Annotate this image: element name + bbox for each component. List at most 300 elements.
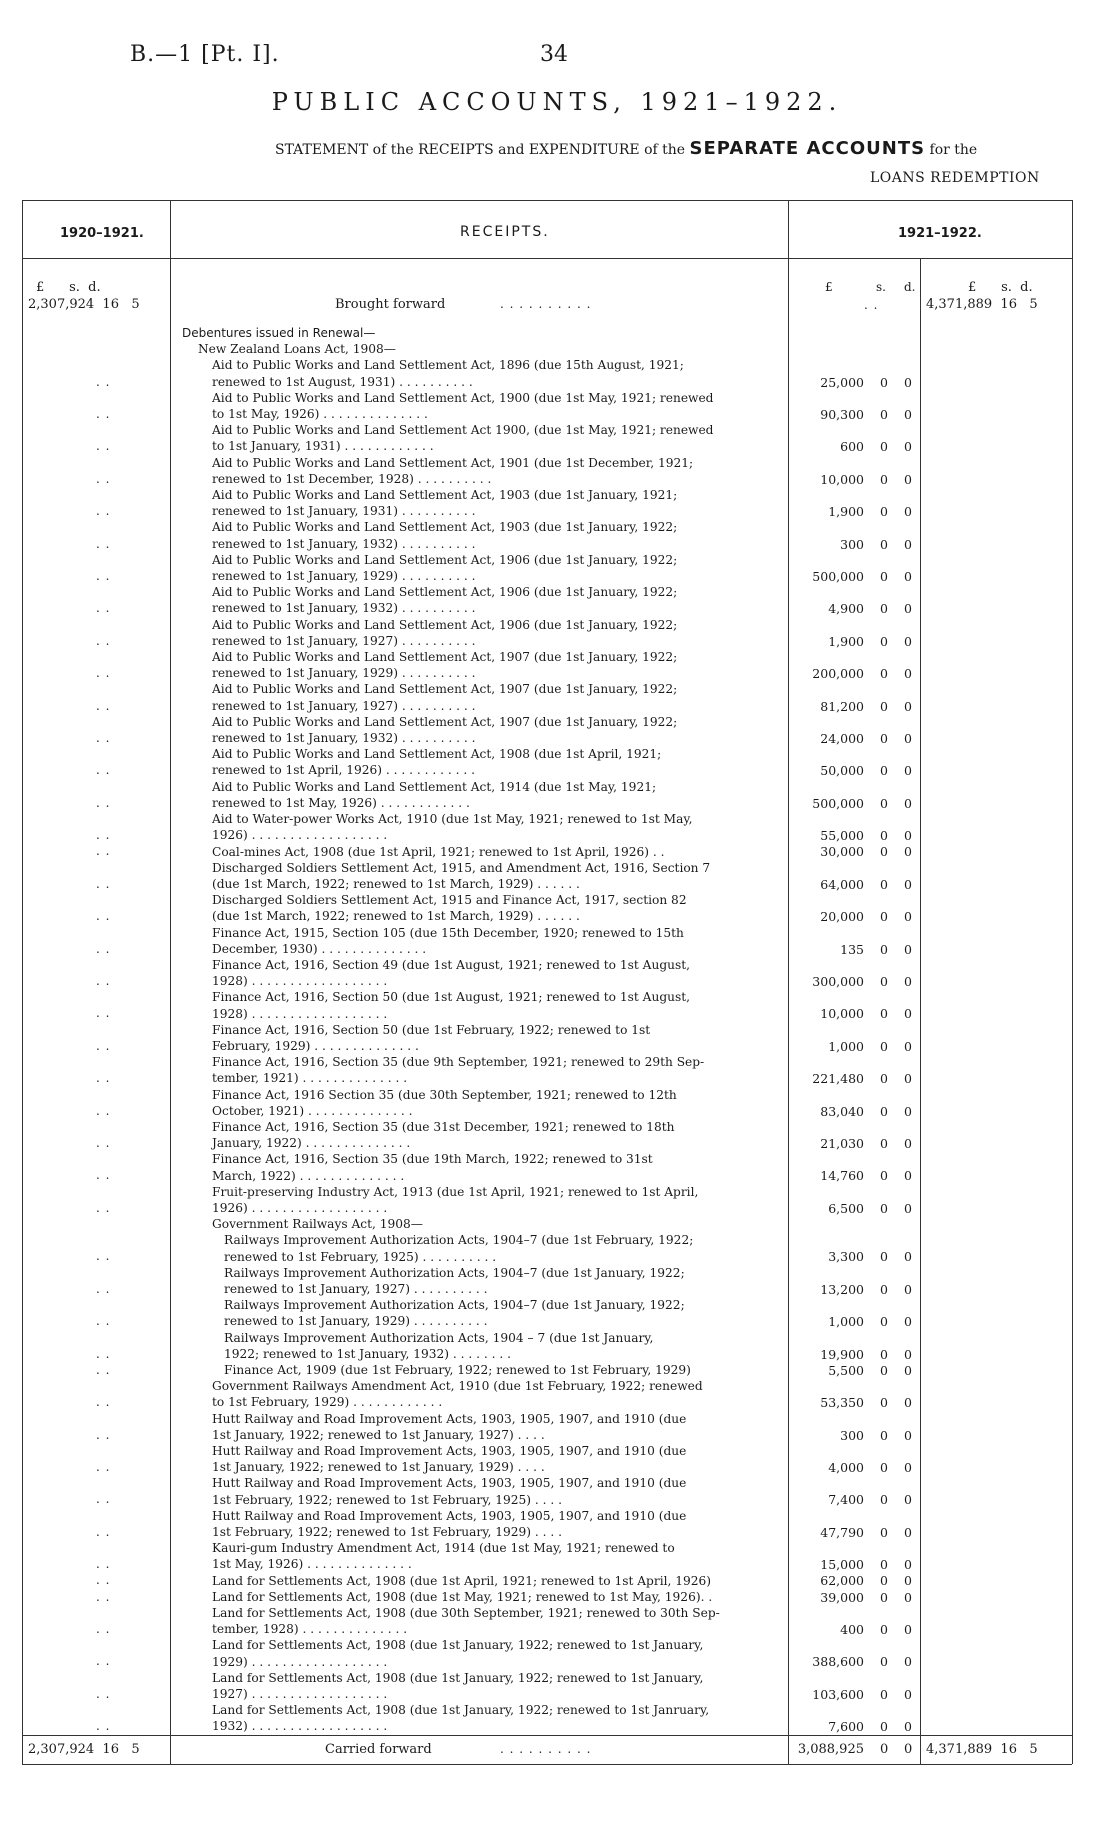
receipt-pence: 0	[904, 1524, 912, 1540]
receipts-entries	[182, 325, 778, 1735]
receipt-shillings: 0	[880, 1168, 888, 1184]
receipt-amount: 20,000	[820, 909, 864, 925]
receipt-amount: 7,400	[828, 1492, 864, 1508]
receipt-shillings: 0	[880, 1281, 888, 1297]
entry-line: Finance Act, 1915, Section 105 (due 15th December, 1920; renewed to 15th	[212, 925, 684, 940]
document-reference: B.—1 [Pt. I].	[130, 42, 280, 67]
receipt-amount: 1,900	[828, 633, 864, 649]
left-placeholder: . .	[96, 698, 111, 713]
receipt-pence: 0	[904, 504, 912, 520]
receipt-pence: 0	[904, 407, 912, 422]
entry-line: renewed to 1st January, 1927) . . . . . . . . . .	[212, 633, 476, 648]
mid-carried-forward-s: 0	[880, 1742, 889, 1757]
receipt-pence: 0	[904, 1346, 912, 1362]
carried-forward-label: Carried forward	[325, 1742, 432, 1757]
receipt-shillings: 0	[880, 1006, 888, 1022]
receipt-pence: 0	[904, 1573, 912, 1589]
receipt-amount: 14,760	[820, 1168, 864, 1184]
receipt-amount: 15,000	[820, 1557, 864, 1573]
mid-units-pound: £	[825, 280, 833, 294]
entry-line: Land for Settlements Act, 1908 (due 1st January, 1922; renewed to 1st January,	[212, 1638, 704, 1653]
receipt-pence: 0	[904, 1136, 912, 1151]
left-placeholder: . .	[96, 731, 111, 745]
entry-line: renewed to 1st January, 1929) . . . . . . . . . .	[224, 1314, 488, 1329]
receipt-shillings: 0	[880, 1136, 888, 1151]
receipt-shillings: 0	[880, 731, 888, 746]
receipt-shillings: 0	[880, 536, 888, 552]
entry-line: Fruit-preserving Industry Act, 1913 (due 1st April, 1921; renewed to 1st April,	[212, 1184, 699, 1199]
entry-line: Aid to Public Works and Land Settlement Act, 1906 (due 1st January, 1922;	[212, 617, 678, 632]
receipt-pence: 0	[904, 828, 912, 844]
receipt-amount: 25,000	[820, 374, 864, 390]
receipt-pence: 0	[904, 795, 912, 811]
receipt-amount: 135	[840, 941, 864, 957]
left-placeholder: . .	[96, 666, 111, 681]
receipt-shillings: 0	[880, 601, 888, 617]
totals-top-rule	[22, 1735, 1072, 1736]
entry-line: Finance Act, 1916, Section 49 (due 1st August, 1921; renewed to 1st August,	[212, 957, 691, 972]
receipt-shillings: 0	[880, 666, 888, 682]
entry-line: March, 1922) . . . . . . . . . . . . . .	[212, 1168, 405, 1183]
entry-line: October, 1921) . . . . . . . . . . . . . .	[212, 1103, 413, 1118]
left-placeholder: . .	[96, 1038, 111, 1053]
left-placeholder: . .	[96, 1622, 111, 1636]
table-top-rule	[22, 200, 1072, 201]
left-placeholder: . .	[96, 1136, 111, 1150]
entry-line: Debentures issued in Renewal—	[182, 326, 376, 340]
carried-forward-leader: . . . . . . . . . .	[500, 1742, 592, 1756]
left-units: £ s. d.	[36, 280, 101, 295]
left-year-heading: 1920–1921.	[60, 226, 144, 241]
entry-line: renewed to 1st December, 1928) . . . . . . . . . .	[212, 471, 492, 486]
receipt-amount: 55,000	[820, 828, 864, 844]
left-placeholder: . .	[96, 407, 111, 421]
entry-line: 1928) . . . . . . . . . . . . . . . . . .	[212, 974, 388, 989]
entry-line: renewed to 1st January, 1929) . . . . . . . . . .	[212, 569, 476, 584]
entry-line: Hutt Railway and Road Improvement Acts, 1903, 1905, 1907, and 1910 (due	[212, 1411, 687, 1426]
entry-line: Finance Act, 1916 Section 35 (due 30th September, 1921; renewed to 12th	[212, 1087, 677, 1102]
entry-line: 1926) . . . . . . . . . . . . . . . . . .	[212, 1200, 388, 1215]
entry-line: Discharged Soldiers Settlement Act, 1915, and Amendment Act, 1916, Section 7	[212, 860, 711, 875]
entry-line: Aid to Public Works and Land Settlement Act, 1896 (due 15th August, 1921;	[212, 358, 684, 373]
receipt-pence: 0	[904, 1362, 912, 1378]
receipt-pence: 0	[904, 1557, 912, 1573]
receipt-pence: 0	[904, 1622, 912, 1637]
left-placeholder: . .	[96, 471, 111, 486]
left-placeholder: . .	[96, 844, 111, 859]
receipt-amount: 13,200	[820, 1281, 864, 1297]
left-placeholder: . .	[96, 1103, 111, 1118]
receipt-pence: 0	[904, 731, 912, 746]
mid-carried-forward-d: 0	[904, 1742, 913, 1757]
subtitle-bold: SEPARATE ACCOUNTS	[689, 138, 926, 159]
receipt-shillings: 0	[880, 1622, 888, 1637]
entry-line: renewed to 1st January, 1927) . . . . . . . . . .	[212, 698, 476, 713]
receipt-shillings: 0	[880, 698, 888, 714]
receipt-shillings: 0	[880, 1200, 888, 1216]
receipt-amount: 10,000	[820, 471, 864, 487]
entry-line: Finance Act, 1916, Section 35 (due 9th September, 1921; renewed to 29th Sep-	[212, 1055, 705, 1070]
entry-line: 1st February, 1922; renewed to 1st February, 1925) . . . .	[212, 1492, 563, 1507]
left-carried-forward-amount: 2,307,924 16 5	[28, 1742, 140, 1757]
entry-line: Hutt Railway and Road Improvement Acts, 1903, 1905, 1907, and 1910 (due	[212, 1444, 687, 1459]
entry-line: Finance Act, 1909 (due 1st February, 1922; renewed to 1st February, 1929)	[224, 1363, 691, 1377]
entry-line: Land for Settlements Act, 1908 (due 1st January, 1922; renewed to 1st Janruary,	[212, 1703, 710, 1718]
entry-line: Government Railways Act, 1908—	[212, 1217, 423, 1232]
receipt-shillings: 0	[880, 1654, 888, 1670]
left-placeholder: . .	[96, 1589, 111, 1604]
entry-line: Aid to Public Works and Land Settlement Act, 1907 (due 1st January, 1922;	[212, 714, 678, 729]
entry-line: Finance Act, 1916, Section 35 (due 31st December, 1921; renewed to 18th	[212, 1119, 675, 1134]
table-right-rule	[1072, 200, 1073, 1764]
receipt-amount: 1,000	[828, 1038, 864, 1054]
receipt-amount: 400	[840, 1622, 864, 1637]
receipt-pence: 0	[904, 909, 912, 925]
entry-line: (due 1st March, 1922; renewed to 1st March, 1929) . . . . . .	[212, 909, 580, 924]
receipt-shillings: 0	[880, 1589, 888, 1605]
left-placeholder: . .	[96, 763, 111, 778]
page-title: PUBLIC ACCOUNTS, 1921–1922.	[271, 88, 843, 116]
receipt-shillings: 0	[880, 1038, 888, 1054]
entry-line: Finance Act, 1916, Section 50 (due 1st August, 1921; renewed to 1st August,	[212, 990, 691, 1005]
receipt-amount: 53,350	[820, 1395, 864, 1411]
left-placeholder: . .	[96, 1362, 111, 1377]
receipt-pence: 0	[904, 876, 912, 892]
entry-line: Government Railways Amendment Act, 1910 (due 1st February, 1922; renewed	[212, 1379, 703, 1394]
left-placeholder: . .	[96, 795, 111, 810]
entry-line: Aid to Public Works and Land Settlement Act, 1903 (due 1st January, 1921;	[212, 488, 678, 503]
left-placeholder: . .	[96, 1573, 111, 1588]
entry-line: 1st February, 1922; renewed to 1st February, 1929) . . . .	[212, 1525, 563, 1540]
left-placeholder: . .	[96, 504, 111, 519]
entry-line: to 1st January, 1931) . . . . . . . . . . . .	[212, 439, 434, 454]
right-brought-forward-amount: 4,371,889 16 5	[926, 297, 1038, 312]
receipt-shillings: 0	[880, 1524, 888, 1540]
entry-line: tember, 1928) . . . . . . . . . . . . . .	[212, 1622, 408, 1637]
receipt-pence: 0	[904, 1314, 912, 1330]
entry-line: Aid to Public Works and Land Settlement Act 1900, (due 1st May, 1921; renewed	[212, 423, 714, 438]
receipt-shillings: 0	[880, 795, 888, 811]
entry-line: Hutt Railway and Road Improvement Acts, 1903, 1905, 1907, and 1910 (due	[212, 1508, 687, 1523]
left-placeholder: . .	[96, 439, 111, 454]
entry-line: renewed to 1st February, 1925) . . . . . . . . . .	[224, 1249, 497, 1264]
receipt-amount: 21,030	[820, 1136, 864, 1151]
mid-carried-forward-amount: 3,088,925	[797, 1742, 864, 1757]
receipt-shillings: 0	[880, 1314, 888, 1330]
receipt-shillings: 0	[880, 828, 888, 844]
receipt-amount: 600	[840, 439, 864, 455]
receipt-pence: 0	[904, 439, 912, 455]
receipt-pence: 0	[904, 1460, 912, 1475]
entry-line: Aid to Public Works and Land Settlement Act, 1907 (due 1st January, 1922;	[212, 682, 678, 697]
left-placeholder: . .	[96, 569, 111, 583]
receipt-amount: 83,040	[820, 1103, 864, 1119]
left-placeholder: . .	[96, 1006, 111, 1021]
receipt-amount: 64,000	[820, 876, 864, 892]
receipt-amount: 39,000	[820, 1589, 864, 1605]
receipt-shillings: 0	[880, 1346, 888, 1362]
entry-line: renewed to 1st January, 1927) . . . . . . . . . .	[224, 1281, 488, 1296]
receipt-pence: 0	[904, 1492, 912, 1508]
left-placeholder: . .	[96, 1719, 111, 1734]
receipt-shillings: 0	[880, 763, 888, 779]
entry-line: December, 1930) . . . . . . . . . . . . . .	[212, 941, 427, 956]
entry-line: Aid to Water-power Works Act, 1910 (due 1st May, 1921; renewed to 1st May,	[212, 812, 693, 827]
left-placeholder: . .	[96, 1686, 111, 1701]
right-year-heading: 1921–1922.	[898, 226, 982, 241]
receipt-pence: 0	[904, 569, 912, 584]
mid-brought-forward-amount: . .	[864, 298, 879, 312]
entry-line: renewed to 1st April, 1926) . . . . . . . . . . . .	[212, 763, 476, 778]
left-placeholder: . .	[96, 1314, 111, 1329]
receipt-pence: 0	[904, 1589, 912, 1605]
left-placeholder: . .	[96, 1460, 111, 1474]
left-placeholder: . .	[96, 374, 111, 389]
receipt-shillings: 0	[880, 876, 888, 892]
receipt-amount: 4,900	[828, 601, 864, 617]
receipt-shillings: 0	[880, 1249, 888, 1265]
left-placeholder: . .	[96, 828, 111, 843]
receipt-shillings: 0	[880, 909, 888, 925]
left-placeholder: . .	[96, 1492, 111, 1507]
mid-units-s: s.	[876, 280, 886, 294]
entry-line: Aid to Public Works and Land Settlement Act, 1900 (due 1st May, 1921; renewed	[212, 390, 714, 405]
left-placeholder: . .	[96, 1395, 111, 1410]
receipt-shillings: 0	[880, 1460, 888, 1475]
left-placeholder: . .	[96, 1071, 111, 1086]
receipt-shillings: 0	[880, 633, 888, 649]
receipt-shillings: 0	[880, 974, 888, 989]
subtitle-pre: STATEMENT of the RECEIPTS and EXPENDITURE of the	[275, 142, 686, 158]
entry-line: 1929) . . . . . . . . . . . . . . . . . .	[212, 1654, 388, 1669]
receipt-pence: 0	[904, 471, 912, 487]
receipt-amount: 62,000	[820, 1573, 864, 1589]
receipt-amount: 50,000	[820, 763, 864, 779]
entry-line: February, 1929) . . . . . . . . . . . . . .	[212, 1038, 419, 1053]
receipt-amount: 103,600	[812, 1686, 864, 1702]
entry-line: Railways Improvement Authorization Acts, 1904–7 (due 1st January, 1922;	[224, 1298, 685, 1313]
receipt-shillings: 0	[880, 1427, 888, 1443]
left-column-rule	[170, 200, 171, 1764]
entry-line: 1st May, 1926) . . . . . . . . . . . . . .	[212, 1557, 412, 1572]
receipt-amount: 30,000	[820, 844, 864, 860]
right-carried-forward-amount: 4,371,889 16 5	[926, 1742, 1038, 1757]
entry-line: to 1st February, 1929) . . . . . . . . . . . .	[212, 1395, 443, 1410]
entry-line: Aid to Public Works and Land Settlement Act, 1906 (due 1st January, 1922;	[212, 552, 678, 567]
receipt-amount: 10,000	[820, 1006, 864, 1022]
receipt-shillings: 0	[880, 941, 888, 957]
right-units: £ s. d.	[968, 280, 1033, 295]
left-placeholder: . .	[96, 1427, 111, 1442]
entry-line: Aid to Public Works and Land Settlement Act, 1907 (due 1st January, 1922;	[212, 650, 678, 665]
entry-line: renewed to 1st May, 1926) . . . . . . . . . . . .	[212, 795, 470, 810]
mid-units-d: d.	[904, 280, 916, 294]
receipt-amount: 300,000	[812, 974, 864, 989]
receipt-amount: 200,000	[812, 666, 864, 682]
entry-line: Finance Act, 1916, Section 50 (due 1st February, 1922; renewed to 1st	[212, 1022, 651, 1037]
entry-line: Land for Settlements Act, 1908 (due 1st May, 1921; renewed to 1st May, 1926). .	[212, 1589, 713, 1604]
receipt-pence: 0	[904, 1427, 912, 1443]
receipt-pence: 0	[904, 974, 912, 989]
left-placeholder: . .	[96, 1557, 111, 1572]
receipt-shillings: 0	[880, 471, 888, 487]
receipt-amount: 24,000	[820, 731, 864, 746]
receipt-pence: 0	[904, 1719, 912, 1735]
receipt-shillings: 0	[880, 1573, 888, 1589]
receipt-pence: 0	[904, 374, 912, 390]
receipt-shillings: 0	[880, 374, 888, 390]
left-placeholder: . .	[96, 1524, 111, 1539]
entry-line: to 1st May, 1926) . . . . . . . . . . . . . .	[212, 407, 428, 422]
receipt-pence: 0	[904, 1038, 912, 1054]
receipt-amount: 221,480	[812, 1071, 864, 1087]
entry-line: Railways Improvement Authorization Acts, 1904 – 7 (due 1st January,	[224, 1330, 654, 1345]
table-left-rule	[22, 200, 23, 1764]
entry-line: 1927) . . . . . . . . . . . . . . . . . .	[212, 1687, 388, 1702]
entry-line: renewed to 1st January, 1932) . . . . . . . . . .	[212, 601, 476, 616]
entry-line: Aid to Public Works and Land Settlement Act, 1914 (due 1st May, 1921;	[212, 779, 657, 794]
left-placeholder: . .	[96, 1346, 111, 1361]
receipt-amount: 5,500	[828, 1362, 864, 1378]
receipt-shillings: 0	[880, 1071, 888, 1087]
left-placeholder: . .	[96, 876, 111, 891]
receipt-pence: 0	[904, 1654, 912, 1670]
statement-subtitle	[275, 138, 977, 159]
receipt-shillings: 0	[880, 439, 888, 455]
entry-line: Aid to Public Works and Land Settlement Act, 1901 (due 1st December, 1921;	[212, 455, 694, 470]
receipt-pence: 0	[904, 666, 912, 682]
left-placeholder: . .	[96, 1249, 111, 1264]
header-bottom-rule	[22, 258, 1072, 259]
receipt-pence: 0	[904, 698, 912, 714]
entry-line: Land for Settlements Act, 1908 (due 30th September, 1921; renewed to 30th Sep-	[212, 1606, 720, 1621]
entry-line: renewed to 1st January, 1932) . . . . . . . . . .	[212, 731, 476, 746]
receipt-pence: 0	[904, 844, 912, 860]
receipt-pence: 0	[904, 1249, 912, 1265]
entry-line: (due 1st March, 1922; renewed to 1st March, 1929) . . . . . .	[212, 876, 580, 891]
receipt-amount: 3,300	[828, 1249, 864, 1265]
receipt-shillings: 0	[880, 1492, 888, 1508]
receipt-pence: 0	[904, 1281, 912, 1297]
receipt-pence: 0	[904, 1103, 912, 1119]
entry-line: tember, 1921) . . . . . . . . . . . . . .	[212, 1071, 408, 1086]
page-number: 34	[540, 42, 568, 67]
receipt-amount: 47,790	[820, 1524, 864, 1540]
entry-line: Railways Improvement Authorization Acts, 1904–7 (due 1st February, 1922;	[224, 1233, 694, 1248]
statement-subtitle-line2: LOANS REDEMPTION	[870, 170, 1040, 186]
receipt-amount: 300	[840, 536, 864, 552]
receipt-shillings: 0	[880, 1395, 888, 1411]
left-placeholder: . .	[96, 974, 111, 988]
receipt-amount: 388,600	[812, 1654, 864, 1670]
entry-line: Aid to Public Works and Land Settlement Act, 1903 (due 1st January, 1922;	[212, 520, 678, 535]
receipt-pence: 0	[904, 1686, 912, 1702]
receipt-amount: 1,000	[828, 1314, 864, 1330]
receipt-pence: 0	[904, 1200, 912, 1216]
left-placeholder: . .	[96, 1200, 111, 1215]
entry-line: Aid to Public Works and Land Settlement Act, 1906 (due 1st January, 1922;	[212, 585, 678, 600]
left-brought-forward-amount: 2,307,924 16 5	[28, 297, 140, 312]
receipt-amount: 90,300	[820, 407, 864, 422]
receipt-amount: 81,200	[820, 698, 864, 714]
entry-line: renewed to 1st January, 1932) . . . . . . . . . .	[212, 536, 476, 551]
receipt-amount: 500,000	[812, 795, 864, 811]
receipt-shillings: 0	[880, 1719, 888, 1735]
entry-line: Kauri-gum Industry Amendment Act, 1914 (due 1st May, 1921; renewed to	[212, 1541, 675, 1556]
entry-line: Land for Settlements Act, 1908 (due 1st April, 1921; renewed to 1st April, 1926)	[212, 1573, 712, 1588]
receipt-amount: 4,000	[828, 1460, 864, 1475]
subtitle-post: for the	[929, 142, 978, 158]
left-placeholder: . .	[96, 633, 111, 648]
brought-forward-label: Brought forward	[335, 297, 446, 312]
receipt-pence: 0	[904, 633, 912, 649]
receipt-amount: 6,500	[828, 1200, 864, 1216]
left-placeholder: . .	[96, 536, 111, 551]
entry-line: 1932) . . . . . . . . . . . . . . . . . .	[212, 1719, 388, 1734]
receipt-pence: 0	[904, 601, 912, 617]
entry-line: 1926) . . . . . . . . . . . . . . . . . .	[212, 828, 388, 843]
entry-line: Coal-mines Act, 1908 (due 1st April, 1921; renewed to 1st April, 1926) . .	[212, 844, 665, 859]
entry-line: Land for Settlements Act, 1908 (due 1st January, 1922; renewed to 1st January,	[212, 1670, 704, 1685]
entry-line: New Zealand Loans Act, 1908—	[198, 342, 396, 357]
receipt-pence: 0	[904, 1168, 912, 1184]
receipt-shillings: 0	[880, 504, 888, 520]
receipt-amount: 19,900	[820, 1346, 864, 1362]
receipt-shillings: 0	[880, 407, 888, 422]
left-placeholder: . .	[96, 1654, 111, 1669]
entry-line: 1922; renewed to 1st January, 1932) . . . . . . . .	[224, 1346, 512, 1361]
entry-line: 1st January, 1922; renewed to 1st January, 1927) . . . .	[212, 1427, 545, 1442]
entry-line: Finance Act, 1916, Section 35 (due 19th March, 1922; renewed to 31st	[212, 1152, 653, 1167]
entry-line: Hutt Railway and Road Improvement Acts, 1903, 1905, 1907, and 1910 (due	[212, 1476, 687, 1491]
entry-line: renewed to 1st August, 1931) . . . . . . . . . .	[212, 374, 473, 389]
entry-line: Discharged Soldiers Settlement Act, 1915 and Finance Act, 1917, section 82	[212, 893, 687, 908]
receipts-heading: RECEIPTS.	[460, 224, 550, 240]
receipt-shillings: 0	[880, 844, 888, 860]
receipt-amount: 500,000	[812, 569, 864, 584]
receipt-amount: 7,600	[828, 1719, 864, 1735]
receipt-shillings: 0	[880, 1557, 888, 1573]
receipt-pence: 0	[904, 763, 912, 779]
left-placeholder: . .	[96, 1281, 111, 1296]
entry-line: January, 1922) . . . . . . . . . . . . . .	[212, 1136, 411, 1151]
receipt-pence: 0	[904, 1006, 912, 1022]
entry-line: 1st January, 1922; renewed to 1st January, 1929) . . . .	[212, 1460, 545, 1475]
table-bottom-rule	[22, 1764, 1072, 1765]
left-placeholder: . .	[96, 941, 111, 956]
receipt-shillings: 0	[880, 1103, 888, 1119]
receipt-shillings: 0	[880, 1362, 888, 1378]
receipt-pence: 0	[904, 1395, 912, 1411]
receipt-pence: 0	[904, 941, 912, 957]
entry-line: renewed to 1st January, 1929) . . . . . . . . . .	[212, 666, 476, 681]
mid-column-rule	[920, 258, 921, 1764]
entry-line: renewed to 1st January, 1931) . . . . . . . . . .	[212, 504, 476, 519]
entry-line: 1928) . . . . . . . . . . . . . . . . . .	[212, 1006, 388, 1021]
receipt-pence: 0	[904, 1071, 912, 1087]
receipt-amount: 1,900	[828, 504, 864, 520]
entry-line: Aid to Public Works and Land Settlement Act, 1908 (due 1st April, 1921;	[212, 747, 662, 762]
left-placeholder: . .	[96, 1168, 111, 1183]
left-placeholder: . .	[96, 909, 111, 924]
receipt-pence: 0	[904, 536, 912, 552]
entry-line: Railways Improvement Authorization Acts, 1904–7 (due 1st January, 1922;	[224, 1265, 685, 1280]
receipt-shillings: 0	[880, 569, 888, 584]
receipt-shillings: 0	[880, 1686, 888, 1702]
receipt-amount: 300	[840, 1427, 864, 1443]
brought-forward-leader: . . . . . . . . . .	[500, 297, 592, 311]
left-placeholder: . .	[96, 601, 111, 616]
